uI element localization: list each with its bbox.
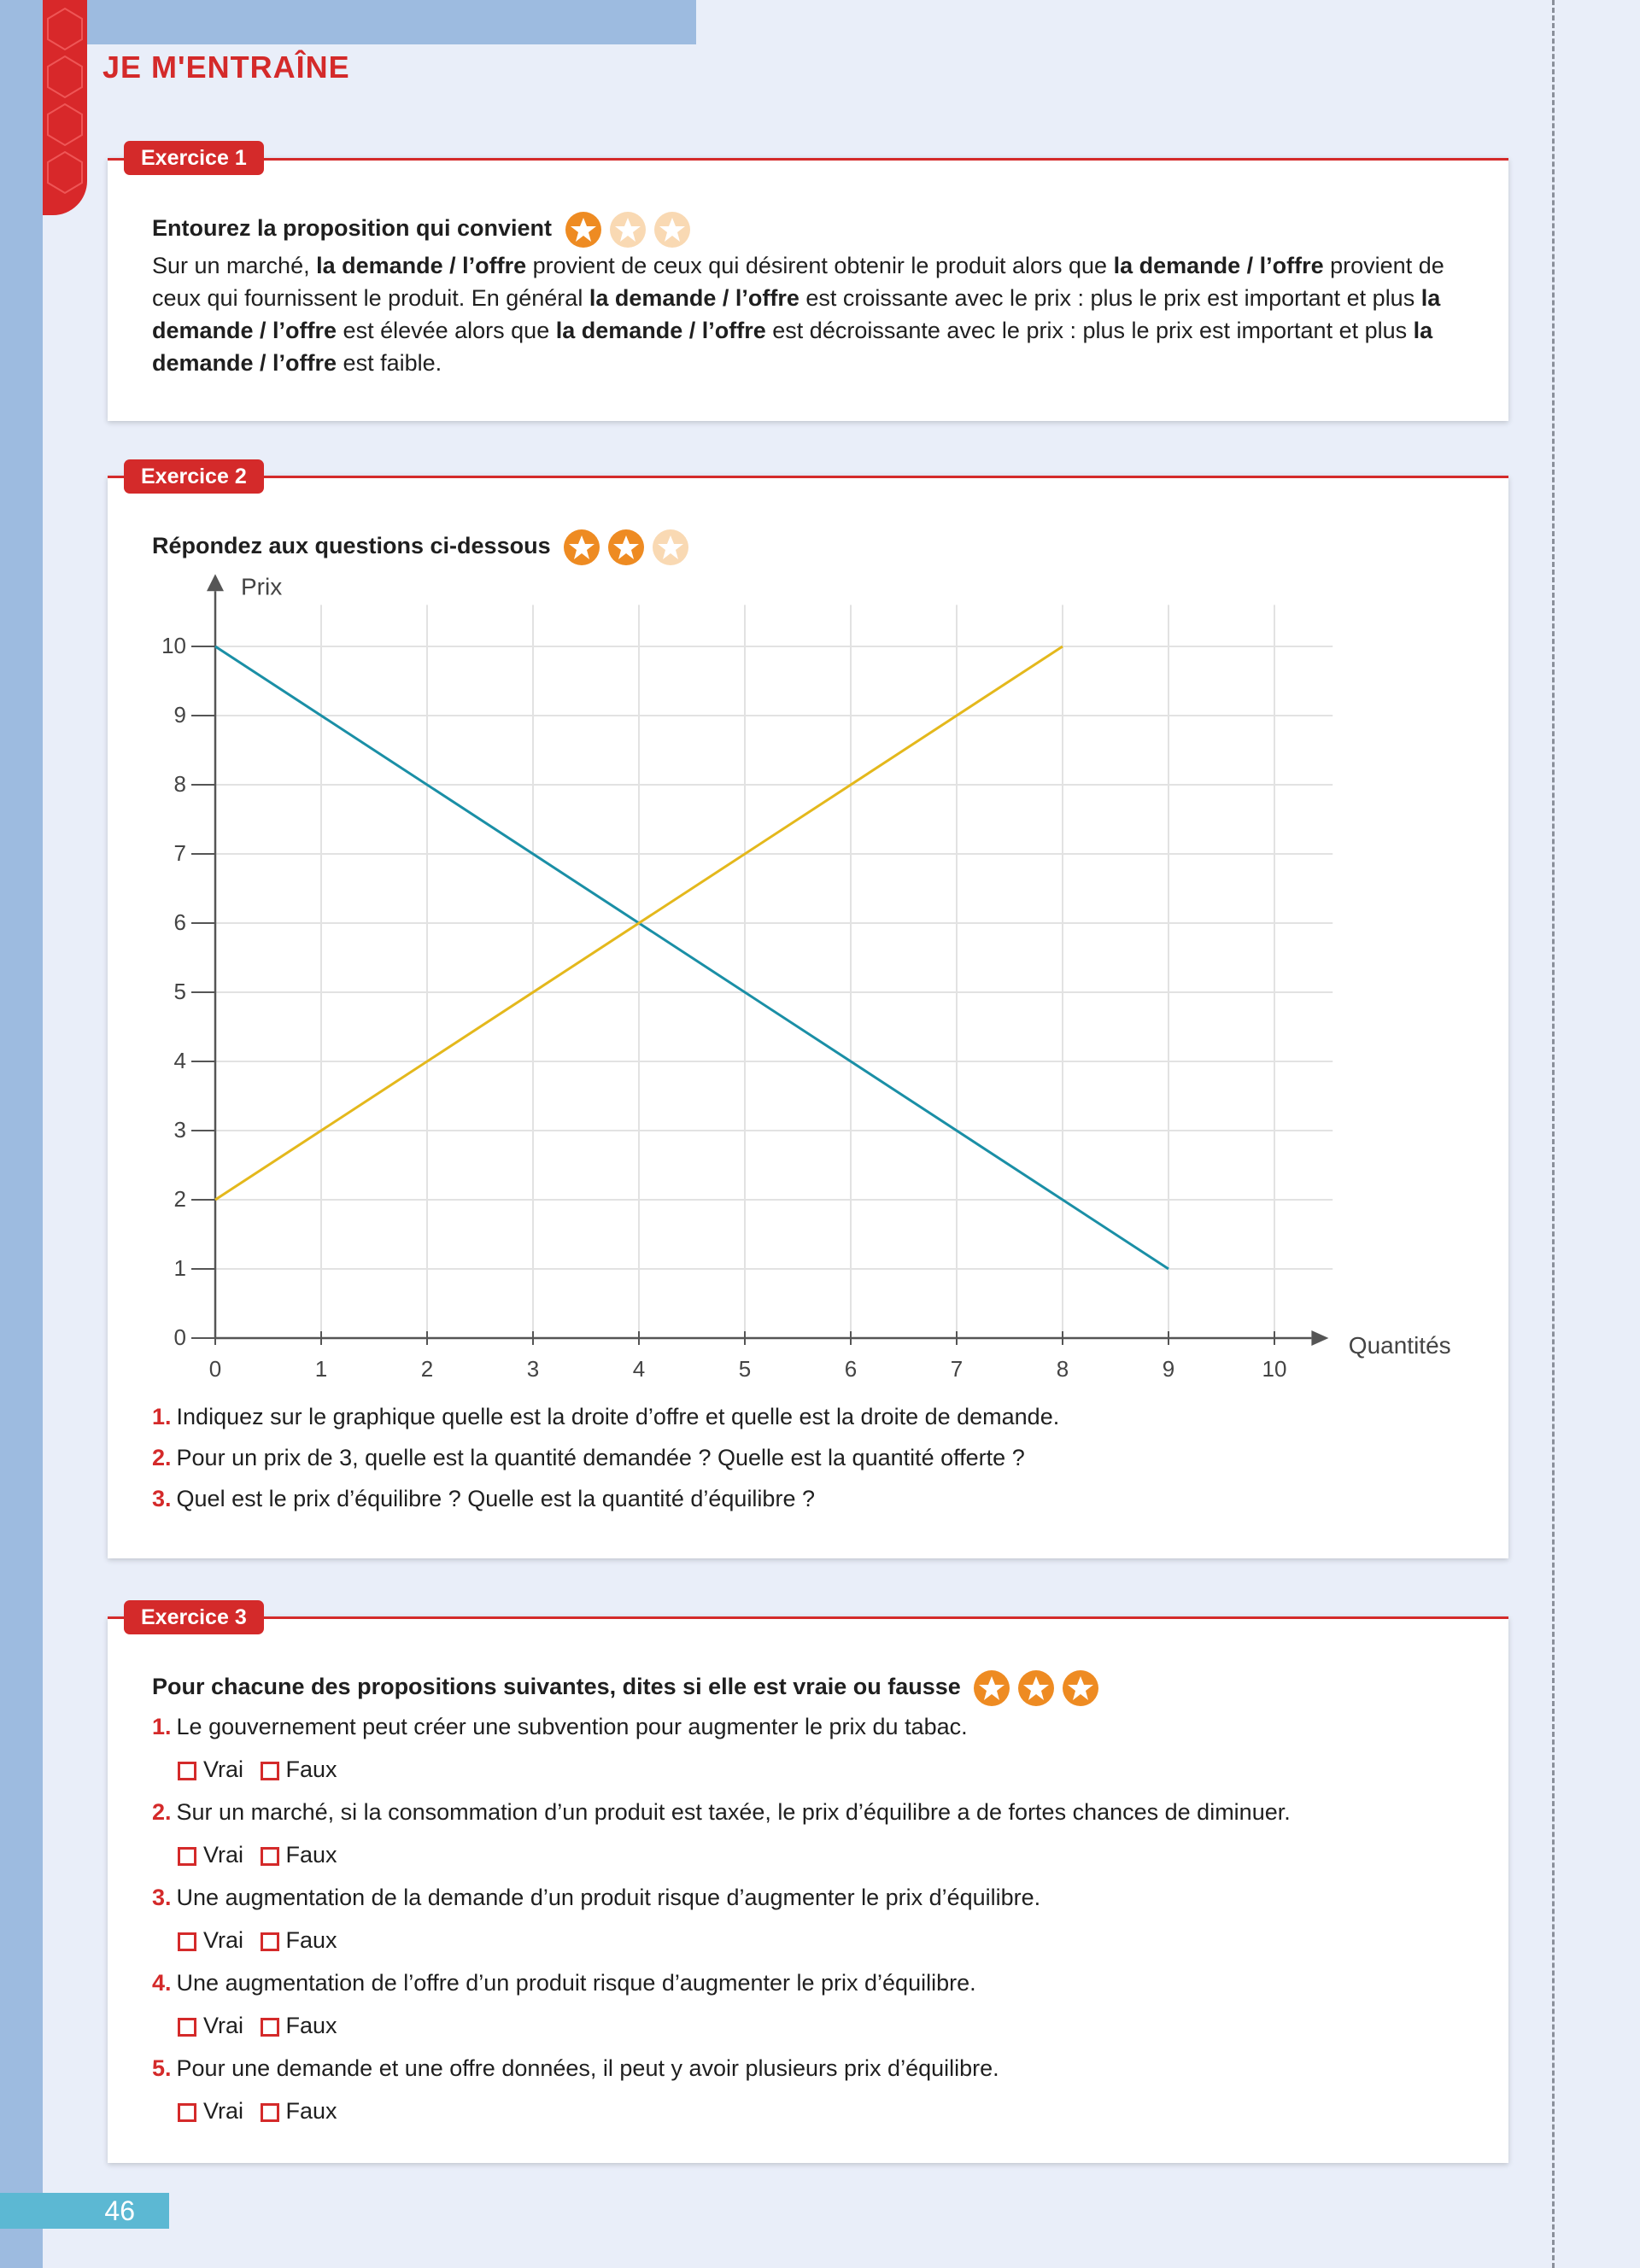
- exercise-3-label: Exercice 3: [124, 1600, 264, 1634]
- exercise-2-question-2: 2. Pour un prix de 3, quelle est la quantité demandée ? Quelle est la quantité offerte ?: [152, 1445, 1025, 1470]
- x-tick-label: 7: [950, 1356, 964, 1382]
- true-option[interactable]: Vrai: [178, 2013, 243, 2038]
- y-tick-label: 7: [173, 840, 186, 866]
- x-tick-label: 8: [1056, 1356, 1069, 1382]
- y-tick-label: 4: [173, 1048, 186, 1073]
- checkbox-icon[interactable]: [178, 1762, 196, 1780]
- chart-axes: [191, 574, 1328, 1346]
- cut-line: [1552, 0, 1555, 2268]
- y-tick-label: 5: [173, 979, 186, 1004]
- exercise-1-card: [108, 158, 1508, 421]
- exercise-2-label: Exercice 2: [124, 459, 264, 494]
- x-tick-label: 3: [526, 1356, 540, 1382]
- y-axis-label: Prix: [241, 573, 283, 600]
- exercise-3-item-5: 5. Pour une demande et une offre données, il peut y avoir plusieurs prix d’équilibre.: [152, 2055, 999, 2081]
- checkbox-icon[interactable]: [261, 1847, 279, 1866]
- star-filled-icon: [564, 210, 603, 249]
- choice-text: la demande / l’offre: [316, 253, 527, 278]
- left-margin-stripe: [0, 0, 43, 2268]
- x-tick-label: 5: [738, 1356, 752, 1382]
- star-empty-icon: [653, 210, 692, 249]
- exercise-1-text: Sur un marché, la demande / l’offre provient de ceux qui désirent obtenir le produit alors que la demande / l’offre provient de ceux qui fournissent le produit. En général la demande / l’offre est croissante avec le prix : plus le prix est important et plus la demande / l’offre est élevée alors que la demande / l’offre est décroissante avec le prix : plus le prix est important et plus la demande / l’offre est faible.: [152, 253, 1444, 376]
- true-option[interactable]: Vrai: [178, 1927, 243, 1953]
- checkbox-icon[interactable]: [178, 2018, 196, 2037]
- exercise-3-item-4: 4. Une augmentation de l’offre d’un produit risque d’augmenter le prix d’équilibre.: [152, 1970, 976, 1996]
- page-title: JE M'ENTRAÎNE: [102, 50, 350, 85]
- choice-text: la demande / l’offre: [152, 318, 1433, 376]
- star-filled-icon: [972, 1669, 1011, 1708]
- false-option[interactable]: Faux: [261, 2013, 337, 2038]
- true-option[interactable]: Vrai: [178, 1842, 243, 1868]
- star-filled-icon: [1061, 1669, 1100, 1708]
- exercise-3-item-2: 2. Sur un marché, si la consommation d’un produit est taxée, le prix d’équilibre a de fortes chances de diminuer.: [152, 1799, 1291, 1825]
- exercise-1-label: Exercice 1: [124, 141, 264, 175]
- false-option[interactable]: Faux: [261, 1842, 337, 1868]
- chart-series: [215, 646, 1168, 1269]
- chart-labels: [161, 573, 1451, 1382]
- checkbox-icon[interactable]: [178, 1932, 196, 1951]
- exercise-2-title: Répondez aux questions ci-dessous: [152, 528, 695, 567]
- y-tick-label: 2: [173, 1186, 186, 1212]
- checkbox-icon[interactable]: [261, 1762, 279, 1780]
- difficulty-stars: [564, 210, 697, 249]
- exercise-2-card: [108, 476, 1508, 1558]
- x-tick-label: 2: [420, 1356, 434, 1382]
- x-tick-label: 4: [632, 1356, 646, 1382]
- difficulty-stars: [972, 1669, 1105, 1708]
- checkbox-icon[interactable]: [261, 1932, 279, 1951]
- exercise-3-choices-2: [178, 1842, 348, 1868]
- x-axis-label: Quantités: [1348, 1332, 1451, 1359]
- false-option[interactable]: Faux: [261, 1927, 337, 1953]
- choice-text: la demande / l’offre: [589, 285, 800, 311]
- exercise-3-item-3: 3. Une augmentation de la demande d’un produit risque d’augmenter le prix d’équilibre.: [152, 1885, 1041, 1910]
- chart-grid: [215, 605, 1332, 1338]
- false-option[interactable]: Faux: [261, 2098, 337, 2124]
- choice-text: la demande / l’offre: [152, 285, 1441, 343]
- x-tick-label: 9: [1162, 1356, 1175, 1382]
- checkbox-icon[interactable]: [178, 1847, 196, 1866]
- exercise-2-question-3: 3. Quel est le prix d’équilibre ? Quelle est la quantité d’équilibre ?: [152, 1486, 815, 1511]
- true-option[interactable]: Vrai: [178, 2098, 243, 2124]
- x-axis-arrow-icon: [1311, 1330, 1328, 1346]
- exercise-3-item-1: 1. Le gouvernement peut créer une subvention pour augmenter le prix du tabac.: [152, 1714, 968, 1739]
- y-tick-label: 6: [173, 909, 186, 935]
- line-teal: [215, 646, 1168, 1269]
- checkbox-icon[interactable]: [261, 2103, 279, 2122]
- exercise-3-choices-1: [178, 1757, 348, 1783]
- true-option[interactable]: Vrai: [178, 1757, 243, 1782]
- page-number: 46: [0, 2193, 169, 2229]
- exercise-3-title: Pour chacune des propositions suivantes, dites si elle est vraie ou fausse: [152, 1669, 1105, 1708]
- y-tick-label: 3: [173, 1117, 186, 1143]
- y-axis-arrow-icon: [207, 574, 224, 591]
- y-tick-label: 0: [173, 1324, 186, 1350]
- header-bar: [43, 0, 696, 44]
- y-tick-label: 1: [173, 1255, 186, 1281]
- hexagon-pattern-icon: [43, 0, 87, 215]
- exercise-2-question-1: 1. Indiquez sur le graphique quelle est la droite d’offre et quelle est la droite de demande.: [152, 1404, 1060, 1429]
- y-tick-label: 9: [173, 702, 186, 728]
- exercise-3-choices-5: [178, 2098, 348, 2125]
- exercise-3-choices-4: [178, 2013, 348, 2039]
- supply-demand-chart: [108, 478, 1508, 1383]
- choice-text: la demande / l’offre: [1113, 253, 1324, 278]
- x-tick-label: 10: [1262, 1356, 1287, 1382]
- x-tick-label: 1: [314, 1356, 328, 1382]
- star-empty-icon: [608, 210, 647, 249]
- x-tick-label: 0: [208, 1356, 222, 1382]
- y-tick-label: 8: [173, 771, 186, 797]
- false-option[interactable]: Faux: [261, 1757, 337, 1782]
- x-tick-label: 6: [844, 1356, 858, 1382]
- exercise-3-choices-3: [178, 1927, 348, 1954]
- choice-text: la demande / l’offre: [555, 318, 766, 343]
- exercise-1-title: Entourez la proposition qui convient: [152, 210, 697, 249]
- exercise-3-card: [108, 1616, 1508, 2163]
- section-tab: [43, 0, 87, 215]
- star-filled-icon: [1016, 1669, 1056, 1708]
- checkbox-icon[interactable]: [261, 2018, 279, 2037]
- y-tick-label: 10: [161, 633, 186, 658]
- checkbox-icon[interactable]: [178, 2103, 196, 2122]
